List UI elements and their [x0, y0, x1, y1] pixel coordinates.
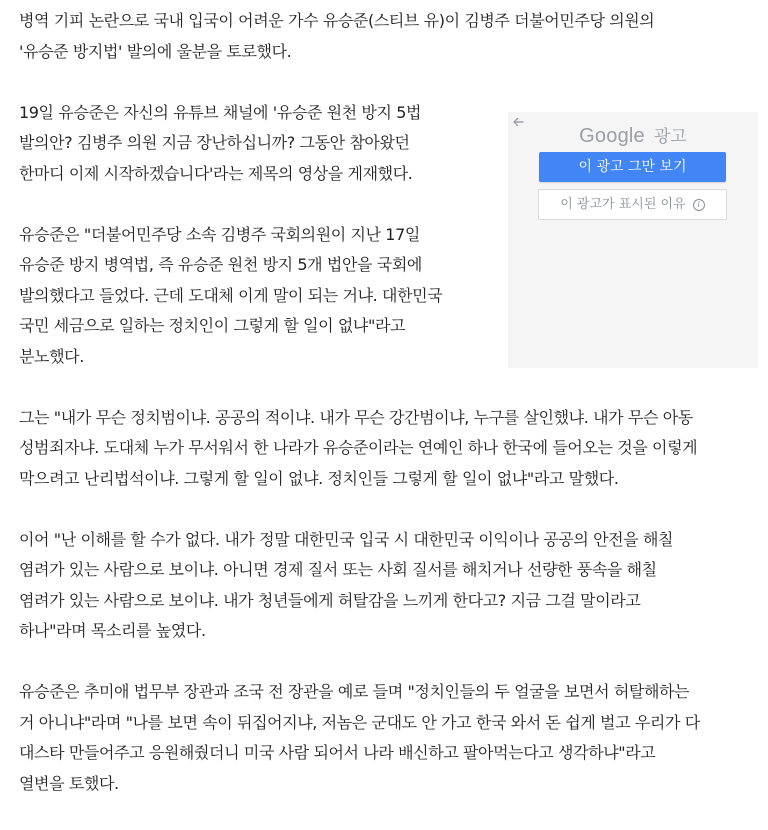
text-line: 열변을 토했다.: [19, 773, 119, 793]
text-line: 유승준 방지 병역법, 즉 유승준 원천 방지 5개 법안을 국회에: [19, 255, 422, 274]
text-line: '유승준 방지법' 발의에 울분을 토로했다.: [19, 41, 292, 61]
ad-header: [508, 122, 758, 148]
text-line: 한마디 이제 시작하겠습니다'라는 제목의 영상을 게재했다.: [19, 163, 413, 183]
text-line: 19일 유승준은 자신의 유튜브 채널에 '유승준 원천 방지 5법: [19, 102, 422, 122]
paragraph-5: [19, 525, 759, 647]
text-line: 하나"라며 목소리를 높였다.: [19, 621, 206, 640]
paragraph-1: [19, 6, 759, 67]
text-line: 유승준은 추미애 법무부 장관과 조국 전 장관을 예로 들며 "정치인들의 두 얼굴을 보면서 허탈해하는: [19, 682, 690, 701]
text-line: 거 아니냐"라며 "나를 보면 속이 뒤집어지냐, 저놈은 군대도 안 가고 한국 와서 돈 쉽게 벌고 우리가 다: [19, 712, 700, 732]
text-line: 분노했다.: [19, 346, 84, 366]
text-line: 대스타 만들어주고 응원해줬더니 미국 사람 되어서 나라 배신하고 팔아먹는다고 생각하냐"라고: [19, 743, 656, 762]
paragraph-3: [19, 220, 489, 373]
text-line: 국민 세금으로 일하는 정치인이 그렇게 할 일이 없냐"라고: [19, 316, 406, 335]
text-line: 이어 "난 이해를 할 수가 없다. 내가 정말 대한민국 입국 시 대한민국 이익이나 공공의 안전을 해칠: [19, 529, 674, 549]
why-this-ad-button[interactable]: [538, 189, 727, 220]
text-line: 그는 "내가 무슨 정치범이냐. 공공의 적이냐. 내가 무슨 강간범이냐, 누구를 살인했냐. 내가 무슨 아동: [19, 407, 693, 427]
text-line: 병역 기피 논란으로 국내 입국이 어려운 가수 유승준(스티브 유)이 김병주 더불어민주당 의원의: [19, 11, 655, 30]
paragraph-6: [19, 677, 759, 799]
paragraph-2: [19, 98, 489, 190]
text-line: 발의했다고 들었다. 근데 도대체 이게 말이 되는 거냐. 대한민국: [19, 285, 443, 305]
info-icon: i: [693, 199, 705, 211]
text-line: 발의안? 김병주 의원 지금 장난하십니까? 그동안 참아왔던: [19, 133, 410, 152]
text-line: 염려가 있는 사람으로 보이냐. 아니면 경제 질서 또는 사회 질서를 해치거나 선량한 풍속을 해칠: [19, 560, 657, 579]
ad-label: 광고: [653, 127, 687, 147]
google-logo-text: Google: [579, 125, 645, 147]
why-this-ad-label: 이 광고가 표시된 이유: [560, 197, 686, 212]
text-line: 성범죄자냐. 도대체 누가 무서워서 한 나라가 유승준이라는 연예인 하나 한국에 들어오는 것을 이렇게: [19, 438, 698, 457]
text-line: 막으려고 난리법석이냐. 그렇게 할 일이 없냐. 정치인들 그렇게 할 일이 없냐"라고 말했다.: [19, 468, 619, 488]
google-ad-panel: [508, 112, 758, 368]
text-line: 염려가 있는 사람으로 보이냐. 내가 청년들에게 허탈감을 느끼게 한다고? 지금 그걸 말이라고: [19, 590, 641, 610]
stop-seeing-ad-button[interactable]: 이 광고 그만 보기: [539, 152, 726, 182]
paragraph-4: [19, 403, 759, 495]
text-line: 유승준은 "더불어민주당 소속 김병주 국회의원이 지난 17일: [19, 224, 420, 244]
